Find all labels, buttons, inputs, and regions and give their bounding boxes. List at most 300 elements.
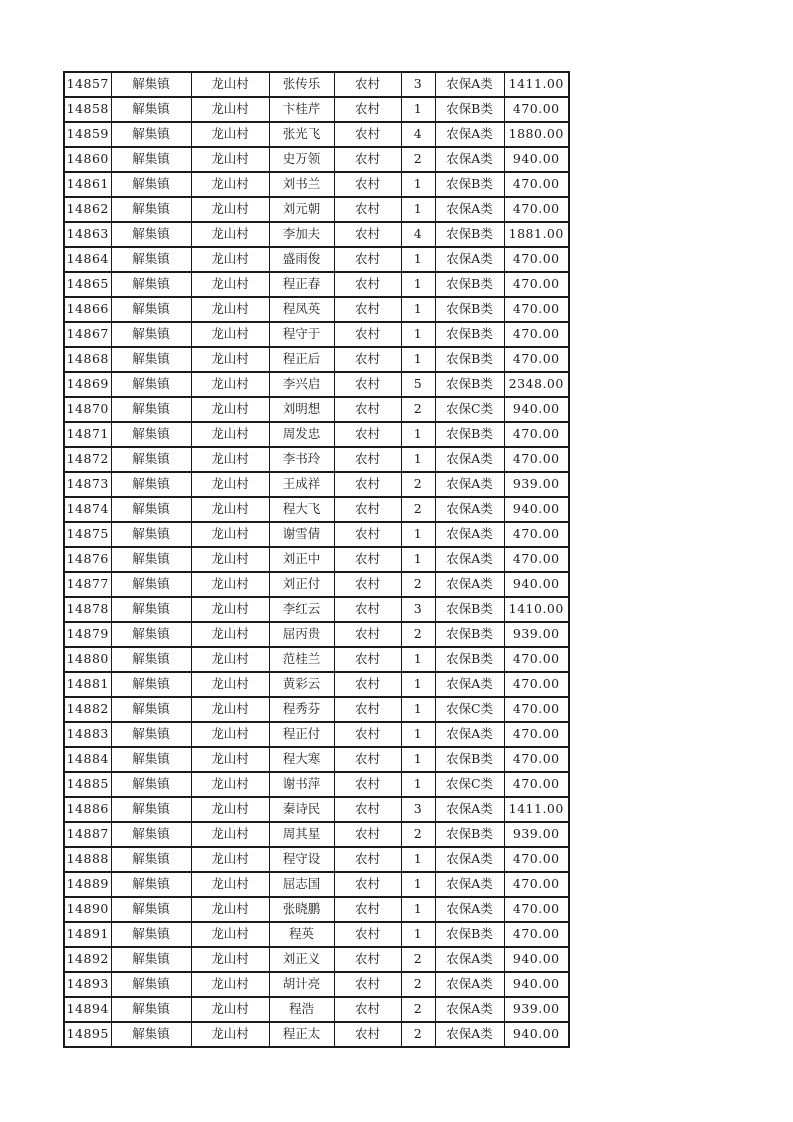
- cell-category: 农村: [334, 1022, 401, 1047]
- cell-insurance_type: 农保A类: [435, 197, 504, 222]
- cell-insurance_type: 农保A类: [435, 947, 504, 972]
- cell-name: 胡计亮: [269, 972, 334, 997]
- cell-amount: 1411.00: [504, 797, 569, 822]
- cell-name: 范桂兰: [269, 647, 334, 672]
- table-row: [64, 522, 569, 547]
- cell-count: 1: [401, 197, 435, 222]
- cell-id: 14893: [64, 972, 111, 997]
- cell-amount: 470.00: [504, 347, 569, 372]
- cell-village: 龙山村: [191, 522, 269, 547]
- cell-village: 龙山村: [191, 372, 269, 397]
- cell-village: 龙山村: [191, 172, 269, 197]
- cell-count: 3: [401, 797, 435, 822]
- cell-category: 农村: [334, 122, 401, 147]
- cell-town: 解集镇: [111, 1022, 191, 1047]
- cell-count: 1: [401, 97, 435, 122]
- cell-count: 2: [401, 947, 435, 972]
- table-row: [64, 372, 569, 397]
- cell-insurance_type: 农保A类: [435, 472, 504, 497]
- cell-count: 1: [401, 897, 435, 922]
- cell-amount: 470.00: [504, 322, 569, 347]
- cell-town: 解集镇: [111, 497, 191, 522]
- cell-village: 龙山村: [191, 147, 269, 172]
- cell-amount: 470.00: [504, 272, 569, 297]
- table-row: [64, 672, 569, 697]
- cell-id: 14890: [64, 897, 111, 922]
- cell-id: 14883: [64, 722, 111, 747]
- cell-id: 14895: [64, 1022, 111, 1047]
- cell-name: 程正付: [269, 722, 334, 747]
- cell-town: 解集镇: [111, 672, 191, 697]
- cell-name: 张光飞: [269, 122, 334, 147]
- cell-village: 龙山村: [191, 597, 269, 622]
- cell-insurance_type: 农保A类: [435, 672, 504, 697]
- cell-id: 14888: [64, 847, 111, 872]
- cell-town: 解集镇: [111, 522, 191, 547]
- cell-amount: 940.00: [504, 572, 569, 597]
- cell-count: 2: [401, 497, 435, 522]
- cell-name: 张晓鹏: [269, 897, 334, 922]
- cell-id: 14859: [64, 122, 111, 147]
- cell-amount: 2348.00: [504, 372, 569, 397]
- table-row: [64, 647, 569, 672]
- table-row: [64, 622, 569, 647]
- table-row: [64, 847, 569, 872]
- cell-village: 龙山村: [191, 497, 269, 522]
- cell-category: 农村: [334, 972, 401, 997]
- cell-id: 14877: [64, 572, 111, 597]
- cell-id: 14884: [64, 747, 111, 772]
- cell-category: 农村: [334, 597, 401, 622]
- table-row: [64, 722, 569, 747]
- table-row: [64, 347, 569, 372]
- cell-amount: 470.00: [504, 522, 569, 547]
- cell-village: 龙山村: [191, 72, 269, 97]
- cell-village: 龙山村: [191, 472, 269, 497]
- cell-name: 盛雨俊: [269, 247, 334, 272]
- cell-id: 14870: [64, 397, 111, 422]
- cell-count: 1: [401, 547, 435, 572]
- cell-village: 龙山村: [191, 347, 269, 372]
- cell-amount: 470.00: [504, 447, 569, 472]
- cell-insurance_type: 农保A类: [435, 572, 504, 597]
- cell-id: 14860: [64, 147, 111, 172]
- cell-insurance_type: 农保A类: [435, 122, 504, 147]
- cell-village: 龙山村: [191, 422, 269, 447]
- cell-amount: 470.00: [504, 547, 569, 572]
- cell-category: 农村: [334, 572, 401, 597]
- cell-name: 刘正中: [269, 547, 334, 572]
- cell-village: 龙山村: [191, 897, 269, 922]
- cell-town: 解集镇: [111, 797, 191, 822]
- table-row: [64, 697, 569, 722]
- cell-id: 14869: [64, 372, 111, 397]
- cell-count: 1: [401, 722, 435, 747]
- cell-name: 刘元朝: [269, 197, 334, 222]
- cell-village: 龙山村: [191, 822, 269, 847]
- cell-town: 解集镇: [111, 972, 191, 997]
- cell-town: 解集镇: [111, 822, 191, 847]
- cell-village: 龙山村: [191, 322, 269, 347]
- table-row: [64, 172, 569, 197]
- cell-id: 14867: [64, 322, 111, 347]
- cell-id: 14857: [64, 72, 111, 97]
- cell-village: 龙山村: [191, 872, 269, 897]
- cell-amount: 470.00: [504, 297, 569, 322]
- cell-amount: 470.00: [504, 722, 569, 747]
- cell-count: 1: [401, 847, 435, 872]
- cell-insurance_type: 农保B类: [435, 822, 504, 847]
- cell-town: 解集镇: [111, 622, 191, 647]
- cell-insurance_type: 农保B类: [435, 597, 504, 622]
- cell-town: 解集镇: [111, 847, 191, 872]
- cell-count: 1: [401, 522, 435, 547]
- cell-id: 14861: [64, 172, 111, 197]
- cell-count: 2: [401, 147, 435, 172]
- cell-insurance_type: 农保A类: [435, 872, 504, 897]
- cell-category: 农村: [334, 72, 401, 97]
- cell-count: 2: [401, 997, 435, 1022]
- table-row: [64, 197, 569, 222]
- cell-town: 解集镇: [111, 297, 191, 322]
- table-row: [64, 247, 569, 272]
- cell-insurance_type: 农保B类: [435, 172, 504, 197]
- cell-town: 解集镇: [111, 547, 191, 572]
- cell-town: 解集镇: [111, 472, 191, 497]
- cell-insurance_type: 农保B类: [435, 297, 504, 322]
- cell-insurance_type: 农保B类: [435, 747, 504, 772]
- cell-village: 龙山村: [191, 572, 269, 597]
- cell-count: 1: [401, 322, 435, 347]
- cell-id: 14880: [64, 647, 111, 672]
- table-row: [64, 872, 569, 897]
- cell-name: 史万领: [269, 147, 334, 172]
- cell-village: 龙山村: [191, 747, 269, 772]
- cell-insurance_type: 农保A类: [435, 72, 504, 97]
- table-row: [64, 97, 569, 122]
- cell-town: 解集镇: [111, 347, 191, 372]
- cell-village: 龙山村: [191, 622, 269, 647]
- cell-id: 14874: [64, 497, 111, 522]
- cell-count: 1: [401, 297, 435, 322]
- cell-count: 3: [401, 72, 435, 97]
- cell-id: 14864: [64, 247, 111, 272]
- cell-amount: 939.00: [504, 822, 569, 847]
- cell-id: 14865: [64, 272, 111, 297]
- cell-name: 李书玲: [269, 447, 334, 472]
- cell-village: 龙山村: [191, 547, 269, 572]
- cell-category: 农村: [334, 922, 401, 947]
- table-row: [64, 122, 569, 147]
- cell-category: 农村: [334, 497, 401, 522]
- table-row: [64, 572, 569, 597]
- cell-village: 龙山村: [191, 272, 269, 297]
- cell-village: 龙山村: [191, 397, 269, 422]
- cell-id: 14878: [64, 597, 111, 622]
- cell-id: 14882: [64, 697, 111, 722]
- cell-name: 程浩: [269, 997, 334, 1022]
- cell-amount: 939.00: [504, 997, 569, 1022]
- cell-town: 解集镇: [111, 247, 191, 272]
- cell-name: 秦诗民: [269, 797, 334, 822]
- cell-insurance_type: 农保B类: [435, 347, 504, 372]
- cell-category: 农村: [334, 647, 401, 672]
- cell-amount: 470.00: [504, 897, 569, 922]
- table-row: [64, 72, 569, 97]
- cell-category: 农村: [334, 847, 401, 872]
- cell-amount: 1410.00: [504, 597, 569, 622]
- cell-name: 屈丙贵: [269, 622, 334, 647]
- cell-village: 龙山村: [191, 297, 269, 322]
- cell-insurance_type: 农保B类: [435, 322, 504, 347]
- cell-village: 龙山村: [191, 722, 269, 747]
- table-row: [64, 922, 569, 947]
- cell-amount: 470.00: [504, 647, 569, 672]
- cell-amount: 470.00: [504, 847, 569, 872]
- cell-insurance_type: 农保A类: [435, 797, 504, 822]
- cell-insurance_type: 农保A类: [435, 972, 504, 997]
- cell-village: 龙山村: [191, 222, 269, 247]
- cell-town: 解集镇: [111, 772, 191, 797]
- cell-id: 14889: [64, 872, 111, 897]
- cell-village: 龙山村: [191, 797, 269, 822]
- cell-category: 农村: [334, 997, 401, 1022]
- cell-name: 李兴启: [269, 372, 334, 397]
- cell-count: 1: [401, 172, 435, 197]
- cell-count: 2: [401, 822, 435, 847]
- cell-count: 4: [401, 222, 435, 247]
- cell-amount: 940.00: [504, 947, 569, 972]
- cell-town: 解集镇: [111, 222, 191, 247]
- cell-insurance_type: 农保A类: [435, 722, 504, 747]
- cell-category: 农村: [334, 172, 401, 197]
- cell-name: 程大飞: [269, 497, 334, 522]
- cell-insurance_type: 农保C类: [435, 772, 504, 797]
- cell-town: 解集镇: [111, 172, 191, 197]
- cell-category: 农村: [334, 322, 401, 347]
- cell-id: 14885: [64, 772, 111, 797]
- cell-amount: 470.00: [504, 697, 569, 722]
- cell-category: 农村: [334, 747, 401, 772]
- cell-amount: 470.00: [504, 247, 569, 272]
- cell-insurance_type: 农保B类: [435, 97, 504, 122]
- cell-village: 龙山村: [191, 847, 269, 872]
- table-row: [64, 597, 569, 622]
- cell-name: 周其星: [269, 822, 334, 847]
- table-row: [64, 897, 569, 922]
- cell-amount: 470.00: [504, 97, 569, 122]
- cell-amount: 470.00: [504, 422, 569, 447]
- cell-category: 农村: [334, 397, 401, 422]
- cell-name: 程守设: [269, 847, 334, 872]
- table-row: [64, 222, 569, 247]
- cell-category: 农村: [334, 872, 401, 897]
- table-row: [64, 497, 569, 522]
- cell-category: 农村: [334, 472, 401, 497]
- cell-category: 农村: [334, 422, 401, 447]
- cell-count: 1: [401, 272, 435, 297]
- cell-name: 谢雪倩: [269, 522, 334, 547]
- cell-town: 解集镇: [111, 872, 191, 897]
- cell-id: 14891: [64, 922, 111, 947]
- table-row: [64, 297, 569, 322]
- cell-town: 解集镇: [111, 947, 191, 972]
- cell-insurance_type: 农保B类: [435, 372, 504, 397]
- cell-count: 1: [401, 697, 435, 722]
- cell-amount: 470.00: [504, 672, 569, 697]
- cell-insurance_type: 农保A类: [435, 447, 504, 472]
- cell-id: 14892: [64, 947, 111, 972]
- cell-town: 解集镇: [111, 722, 191, 747]
- cell-amount: 940.00: [504, 497, 569, 522]
- cell-village: 龙山村: [191, 247, 269, 272]
- cell-town: 解集镇: [111, 397, 191, 422]
- cell-name: 程守于: [269, 322, 334, 347]
- cell-town: 解集镇: [111, 447, 191, 472]
- cell-category: 农村: [334, 897, 401, 922]
- cell-town: 解集镇: [111, 272, 191, 297]
- cell-insurance_type: 农保B类: [435, 622, 504, 647]
- cell-name: 刘明想: [269, 397, 334, 422]
- cell-count: 1: [401, 447, 435, 472]
- cell-count: 5: [401, 372, 435, 397]
- cell-name: 李红云: [269, 597, 334, 622]
- cell-amount: 470.00: [504, 172, 569, 197]
- cell-count: 1: [401, 647, 435, 672]
- cell-amount: 470.00: [504, 922, 569, 947]
- cell-name: 卞桂芹: [269, 97, 334, 122]
- cell-village: 龙山村: [191, 1022, 269, 1047]
- cell-category: 农村: [334, 672, 401, 697]
- cell-category: 农村: [334, 372, 401, 397]
- cell-category: 农村: [334, 347, 401, 372]
- cell-amount: 470.00: [504, 747, 569, 772]
- table-row: [64, 322, 569, 347]
- cell-amount: 1881.00: [504, 222, 569, 247]
- cell-town: 解集镇: [111, 922, 191, 947]
- cell-village: 龙山村: [191, 697, 269, 722]
- table-row: [64, 947, 569, 972]
- cell-id: 14871: [64, 422, 111, 447]
- cell-category: 农村: [334, 547, 401, 572]
- cell-village: 龙山村: [191, 922, 269, 947]
- cell-town: 解集镇: [111, 747, 191, 772]
- cell-id: 14875: [64, 522, 111, 547]
- cell-insurance_type: 农保A类: [435, 147, 504, 172]
- cell-count: 2: [401, 972, 435, 997]
- cell-id: 14881: [64, 672, 111, 697]
- table-row: [64, 797, 569, 822]
- cell-count: 1: [401, 747, 435, 772]
- cell-category: 农村: [334, 447, 401, 472]
- cell-count: 1: [401, 672, 435, 697]
- cell-town: 解集镇: [111, 122, 191, 147]
- cell-name: 王成祥: [269, 472, 334, 497]
- cell-amount: 470.00: [504, 872, 569, 897]
- table-row: [64, 397, 569, 422]
- table-row: [64, 547, 569, 572]
- cell-count: 1: [401, 347, 435, 372]
- records-tbody: [64, 72, 569, 1047]
- cell-count: 4: [401, 122, 435, 147]
- table-row: [64, 997, 569, 1022]
- table-row: [64, 772, 569, 797]
- cell-id: 14862: [64, 197, 111, 222]
- cell-insurance_type: 农保B类: [435, 647, 504, 672]
- table-row: [64, 972, 569, 997]
- cell-name: 程大寒: [269, 747, 334, 772]
- cell-name: 程秀芬: [269, 697, 334, 722]
- table-row: [64, 422, 569, 447]
- cell-id: 14886: [64, 797, 111, 822]
- cell-name: 张传乐: [269, 72, 334, 97]
- cell-id: 14873: [64, 472, 111, 497]
- cell-amount: 470.00: [504, 197, 569, 222]
- cell-name: 程正后: [269, 347, 334, 372]
- cell-id: 14887: [64, 822, 111, 847]
- cell-town: 解集镇: [111, 147, 191, 172]
- cell-town: 解集镇: [111, 372, 191, 397]
- table-row: [64, 147, 569, 172]
- cell-town: 解集镇: [111, 572, 191, 597]
- cell-name: 周发忠: [269, 422, 334, 447]
- table-row: [64, 472, 569, 497]
- cell-town: 解集镇: [111, 322, 191, 347]
- cell-category: 农村: [334, 822, 401, 847]
- cell-count: 2: [401, 1022, 435, 1047]
- cell-village: 龙山村: [191, 447, 269, 472]
- cell-town: 解集镇: [111, 422, 191, 447]
- cell-town: 解集镇: [111, 72, 191, 97]
- cell-town: 解集镇: [111, 697, 191, 722]
- cell-id: 14894: [64, 997, 111, 1022]
- cell-town: 解集镇: [111, 997, 191, 1022]
- cell-category: 农村: [334, 947, 401, 972]
- cell-amount: 940.00: [504, 972, 569, 997]
- cell-village: 龙山村: [191, 122, 269, 147]
- cell-count: 2: [401, 397, 435, 422]
- cell-amount: 1880.00: [504, 122, 569, 147]
- cell-category: 农村: [334, 622, 401, 647]
- cell-name: 屈志国: [269, 872, 334, 897]
- cell-town: 解集镇: [111, 647, 191, 672]
- cell-insurance_type: 农保A类: [435, 897, 504, 922]
- cell-insurance_type: 农保C类: [435, 697, 504, 722]
- cell-village: 龙山村: [191, 197, 269, 222]
- cell-name: 谢书萍: [269, 772, 334, 797]
- cell-id: 14879: [64, 622, 111, 647]
- cell-name: 程凤英: [269, 297, 334, 322]
- table-row: [64, 272, 569, 297]
- cell-insurance_type: 农保B类: [435, 272, 504, 297]
- cell-id: 14858: [64, 97, 111, 122]
- cell-category: 农村: [334, 772, 401, 797]
- cell-id: 14863: [64, 222, 111, 247]
- cell-count: 1: [401, 422, 435, 447]
- cell-insurance_type: 农保B类: [435, 922, 504, 947]
- cell-id: 14872: [64, 447, 111, 472]
- cell-village: 龙山村: [191, 947, 269, 972]
- cell-village: 龙山村: [191, 772, 269, 797]
- cell-village: 龙山村: [191, 647, 269, 672]
- cell-category: 农村: [334, 147, 401, 172]
- cell-insurance_type: 农保B类: [435, 422, 504, 447]
- table-row: [64, 447, 569, 472]
- cell-name: 刘正付: [269, 572, 334, 597]
- cell-insurance_type: 农保A类: [435, 547, 504, 572]
- cell-amount: 940.00: [504, 397, 569, 422]
- cell-insurance_type: 农保A类: [435, 497, 504, 522]
